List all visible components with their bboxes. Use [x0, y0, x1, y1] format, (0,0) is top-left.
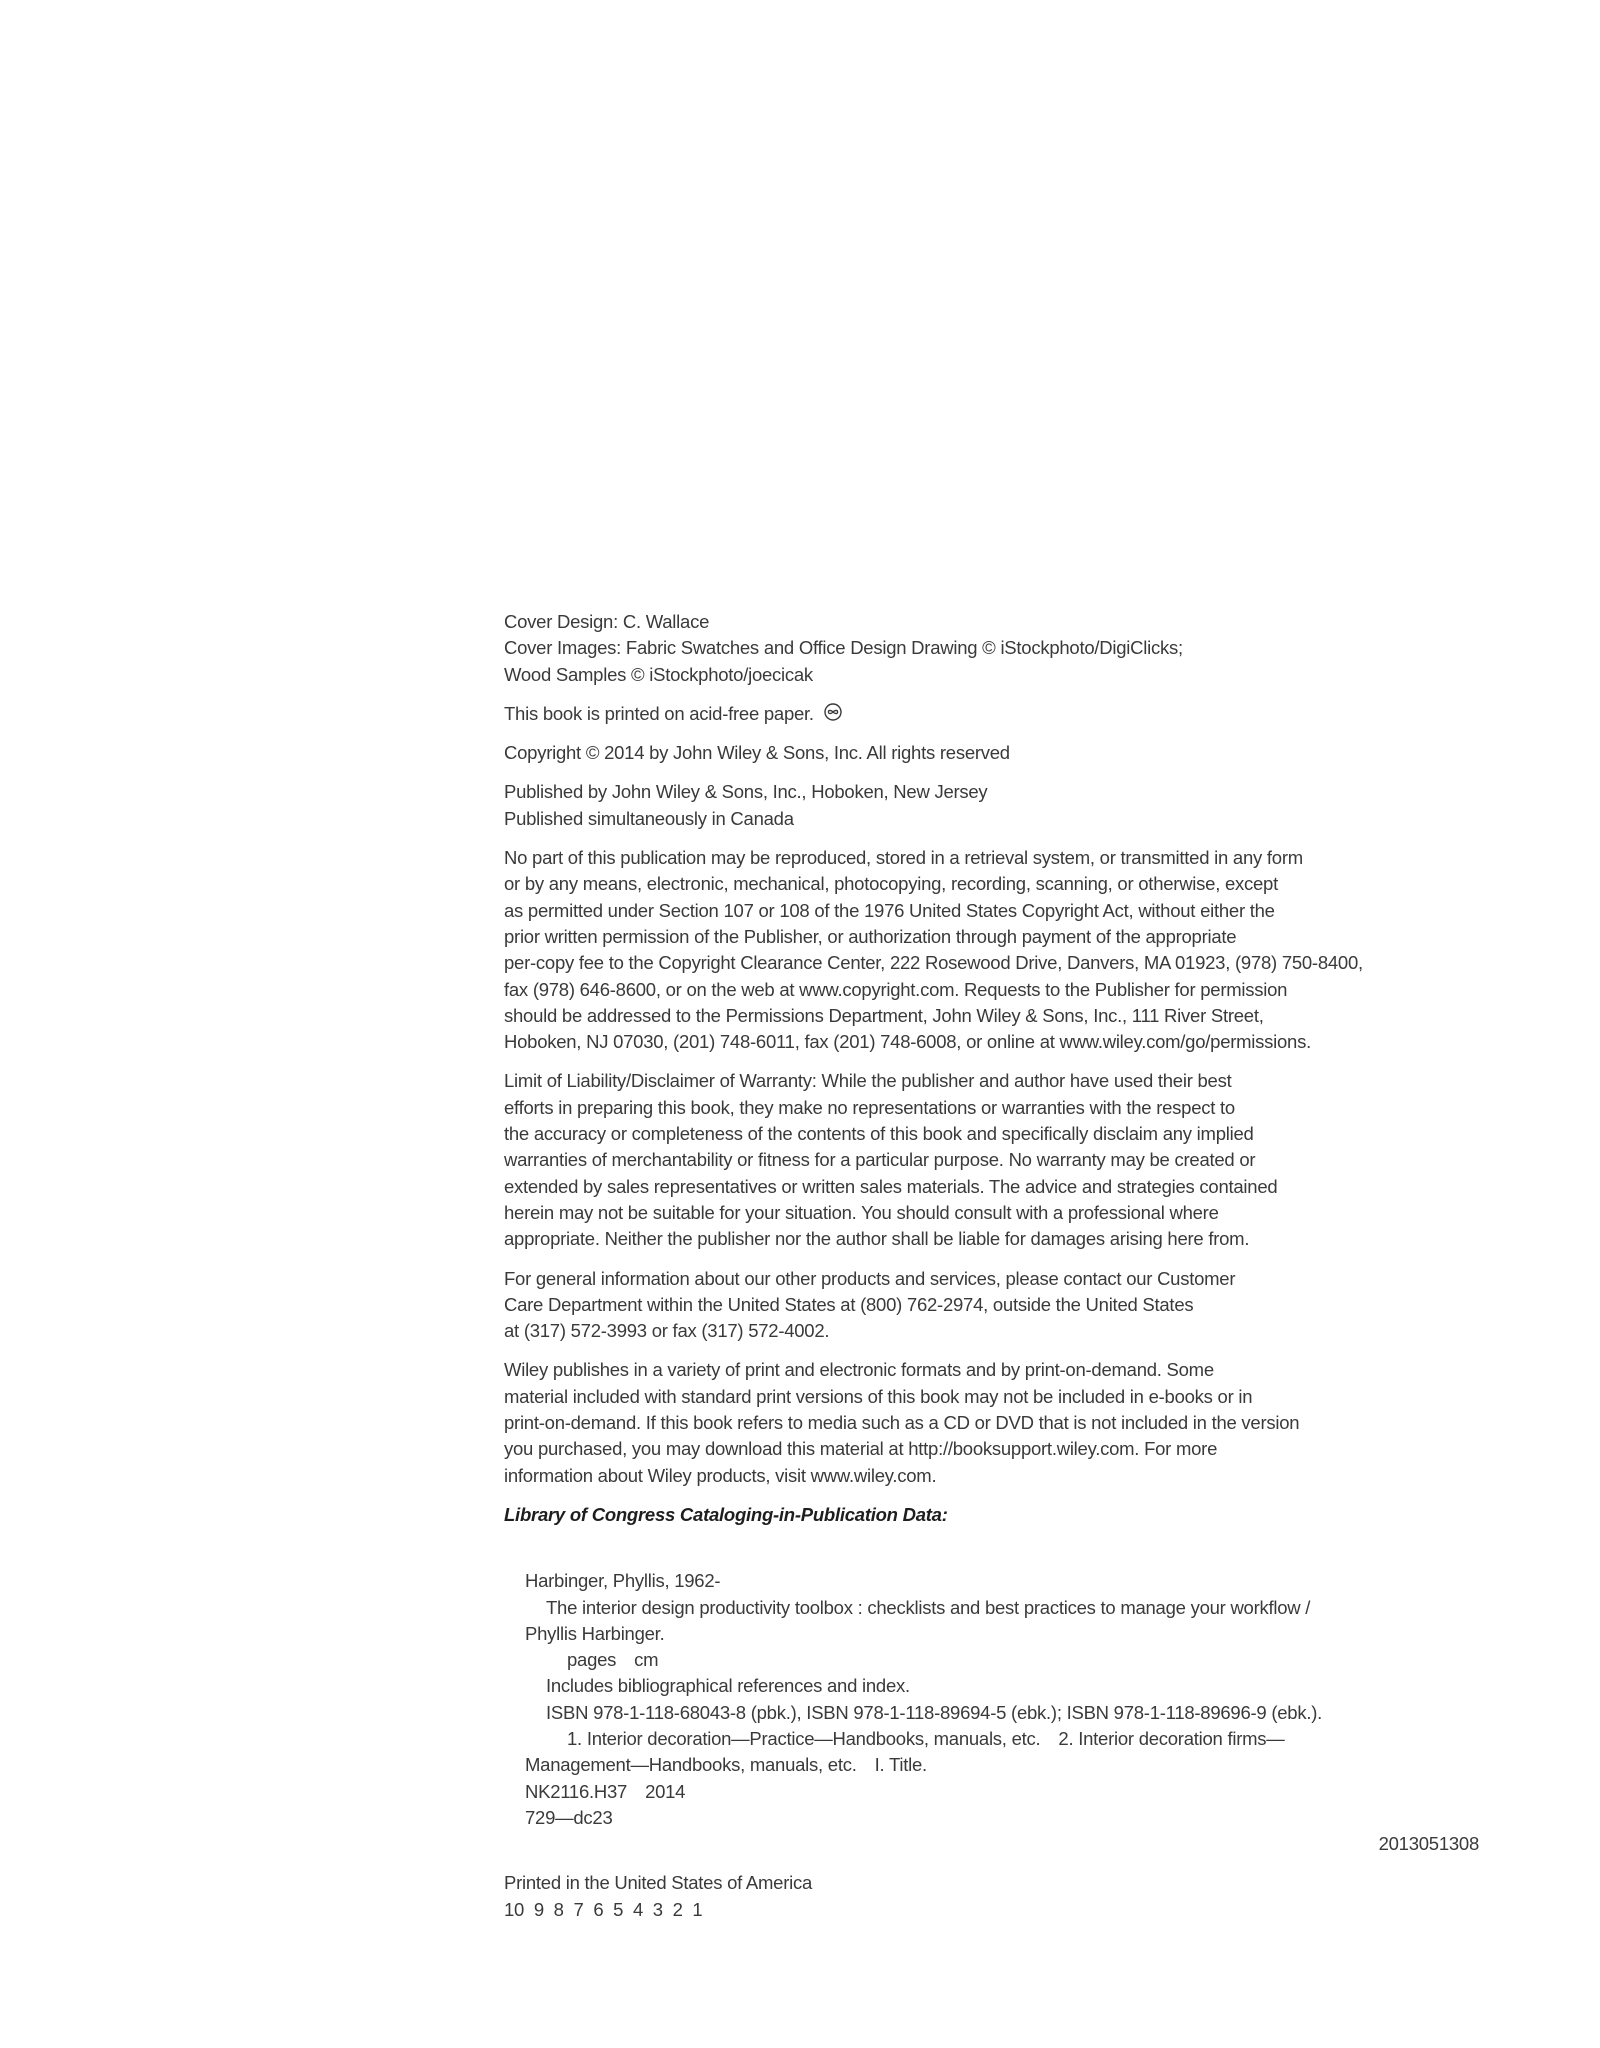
- paragraph-line: Hoboken, NJ 07030, (201) 748-6011, fax (201) 748-6008, or online at www.wiley.com/go/permissions.: [504, 1031, 1311, 1053]
- printing-info: [504, 1870, 1444, 1923]
- paragraph-line: warranties of merchantability or fitness for a particular purpose. No warranty may be created or: [504, 1149, 1256, 1171]
- cip-call-year: 2014: [645, 1780, 686, 1802]
- cip-subject-2: 2. Interior decoration firms—: [1058, 1727, 1285, 1749]
- paragraph-line: appropriate. Neither the publisher nor the author shall be liable for damages arising here from.: [504, 1228, 1250, 1250]
- paragraph-line: Wiley publishes in a variety of print and electronic formats and by print-on-demand. Some: [504, 1359, 1214, 1381]
- formats-paragraph: [504, 1357, 1444, 1488]
- paragraph-line: Care Department within the United States at (800) 762-2974, outside the United States: [504, 1293, 1194, 1315]
- printed-country: Printed in the United States of America: [504, 1872, 813, 1894]
- cip-dewey: 729—dc23: [525, 1806, 613, 1828]
- cip-includes: Includes bibliographical references and index.: [546, 1675, 910, 1697]
- paragraph-line: Limit of Liability/Disclaimer of Warranty: While the publisher and author have used their best: [504, 1070, 1232, 1092]
- paper-note: [504, 701, 1444, 727]
- paragraph-line: as permitted under Section 107 or 108 of the 1976 United States Copyright Act, without either the: [504, 899, 1275, 921]
- cip-subjects-continued: [525, 1752, 1444, 1778]
- copyright-line: Copyright © 2014 by John Wiley & Sons, Inc. All rights reserved: [504, 742, 1010, 764]
- cover-images-credit: Cover Images: Fabric Swatches and Office Design Drawing © iStockphoto/DigiClicks;: [504, 637, 1183, 659]
- cover-design-credit: Cover Design: C. Wallace: [504, 611, 710, 632]
- cip-subject-3: I. Title.: [874, 1754, 927, 1776]
- cip-title: The interior design productivity toolbox : checklists and best practices to manage your workflow /: [546, 1596, 1311, 1618]
- permissions-paragraph: [504, 845, 1444, 1055]
- cip-call-number-line: [525, 1779, 1444, 1805]
- paragraph-line: the accuracy or completeness of the contents of this book and specifically disclaim any implied: [504, 1123, 1254, 1145]
- paragraph-line: you purchased, you may download this material at http://booksupport.wiley.com. For more: [504, 1438, 1218, 1460]
- paragraph-line: For general information about our other products and services, please contact our Customer: [504, 1267, 1236, 1289]
- paragraph-line: or by any means, electronic, mechanical, photocopying, recording, scanning, or otherwise, except: [504, 873, 1278, 895]
- paragraph-line: print-on-demand. If this book refers to media such as a CD or DVD that is not included in the version: [504, 1412, 1300, 1434]
- cip-title-continued: Phyllis Harbinger.: [525, 1622, 665, 1644]
- copyright-notice: [504, 740, 1444, 766]
- paragraph-line: material included with standard print versions of this book may not be included in e-books or in: [504, 1385, 1253, 1407]
- paragraph-line: at (317) 572-3993 or fax (317) 572-4002.: [504, 1320, 830, 1342]
- paragraph-line: per-copy fee to the Copyright Clearance Center, 222 Rosewood Drive, Danvers, MA 01923, (978) 750-8400,: [504, 952, 1363, 974]
- paragraph-line: extended by sales representatives or written sales materials. The advice and strategies contained: [504, 1175, 1278, 1197]
- cip-heading: Library of Congress Cataloging-in-Publication Data:: [504, 1503, 948, 1525]
- paper-note-text: This book is printed on acid-free paper.: [504, 702, 814, 724]
- cip-subject-1: 1. Interior decoration—Practice—Handbooks, manuals, etc.: [567, 1727, 1041, 1749]
- paragraph-line: prior written permission of the Publisher, or authorization through payment of the appropriate: [504, 925, 1237, 947]
- infinity-circle-icon: [824, 702, 842, 720]
- publisher-info: [504, 779, 1444, 832]
- published-canada: Published simultaneously in Canada: [504, 807, 794, 829]
- contact-paragraph: [504, 1266, 1444, 1345]
- cip-author: Harbinger, Phyllis, 1962-: [525, 1570, 721, 1592]
- copyright-page: [504, 609, 1479, 1923]
- paragraph-line: No part of this publication may be reproduced, stored in a retrieval system, or transmitted in any form: [504, 847, 1303, 869]
- cip-isbn: ISBN 978-1-118-68043-8 (pbk.), ISBN 978-1-118-89694-5 (ebk.); ISBN 978-1-118-89696-9 (ebk.).: [546, 1701, 1323, 1723]
- published-by: Published by John Wiley & Sons, Inc., Hoboken, New Jersey: [504, 781, 988, 803]
- cip-physical-description: [525, 1647, 1444, 1673]
- paragraph-line: herein may not be suitable for your situation. You should consult with a professional where: [504, 1201, 1219, 1223]
- cip-subjects: [525, 1726, 1444, 1752]
- cover-images-credit-continued: Wood Samples © iStockphoto/joecicak: [504, 663, 813, 685]
- liability-paragraph: [504, 1068, 1444, 1252]
- cip-lccn: 2013051308: [1378, 1833, 1479, 1855]
- cip-record: [525, 1568, 1444, 1831]
- print-line: 10 9 8 7 6 5 4 3 2 1: [504, 1898, 703, 1920]
- paragraph-line: fax (978) 646-8600, or on the web at www.copyright.com. Requests to the Publisher for permission: [504, 978, 1288, 1000]
- paragraph-line: information about Wiley products, visit www.wiley.com.: [504, 1464, 937, 1486]
- cover-credits: [504, 609, 1444, 688]
- cip-pages: pages: [567, 1649, 617, 1671]
- cip-cm: cm: [634, 1649, 659, 1671]
- cip-call-number: NK2116.H37: [525, 1780, 628, 1802]
- paragraph-line: should be addressed to the Permissions Department, John Wiley & Sons, Inc., 111 River Street,: [504, 1004, 1264, 1026]
- paragraph-line: efforts in preparing this book, they make no representations or warranties with the respect to: [504, 1096, 1235, 1118]
- cip-subject-continued: Management—Handbooks, manuals, etc.: [525, 1754, 857, 1776]
